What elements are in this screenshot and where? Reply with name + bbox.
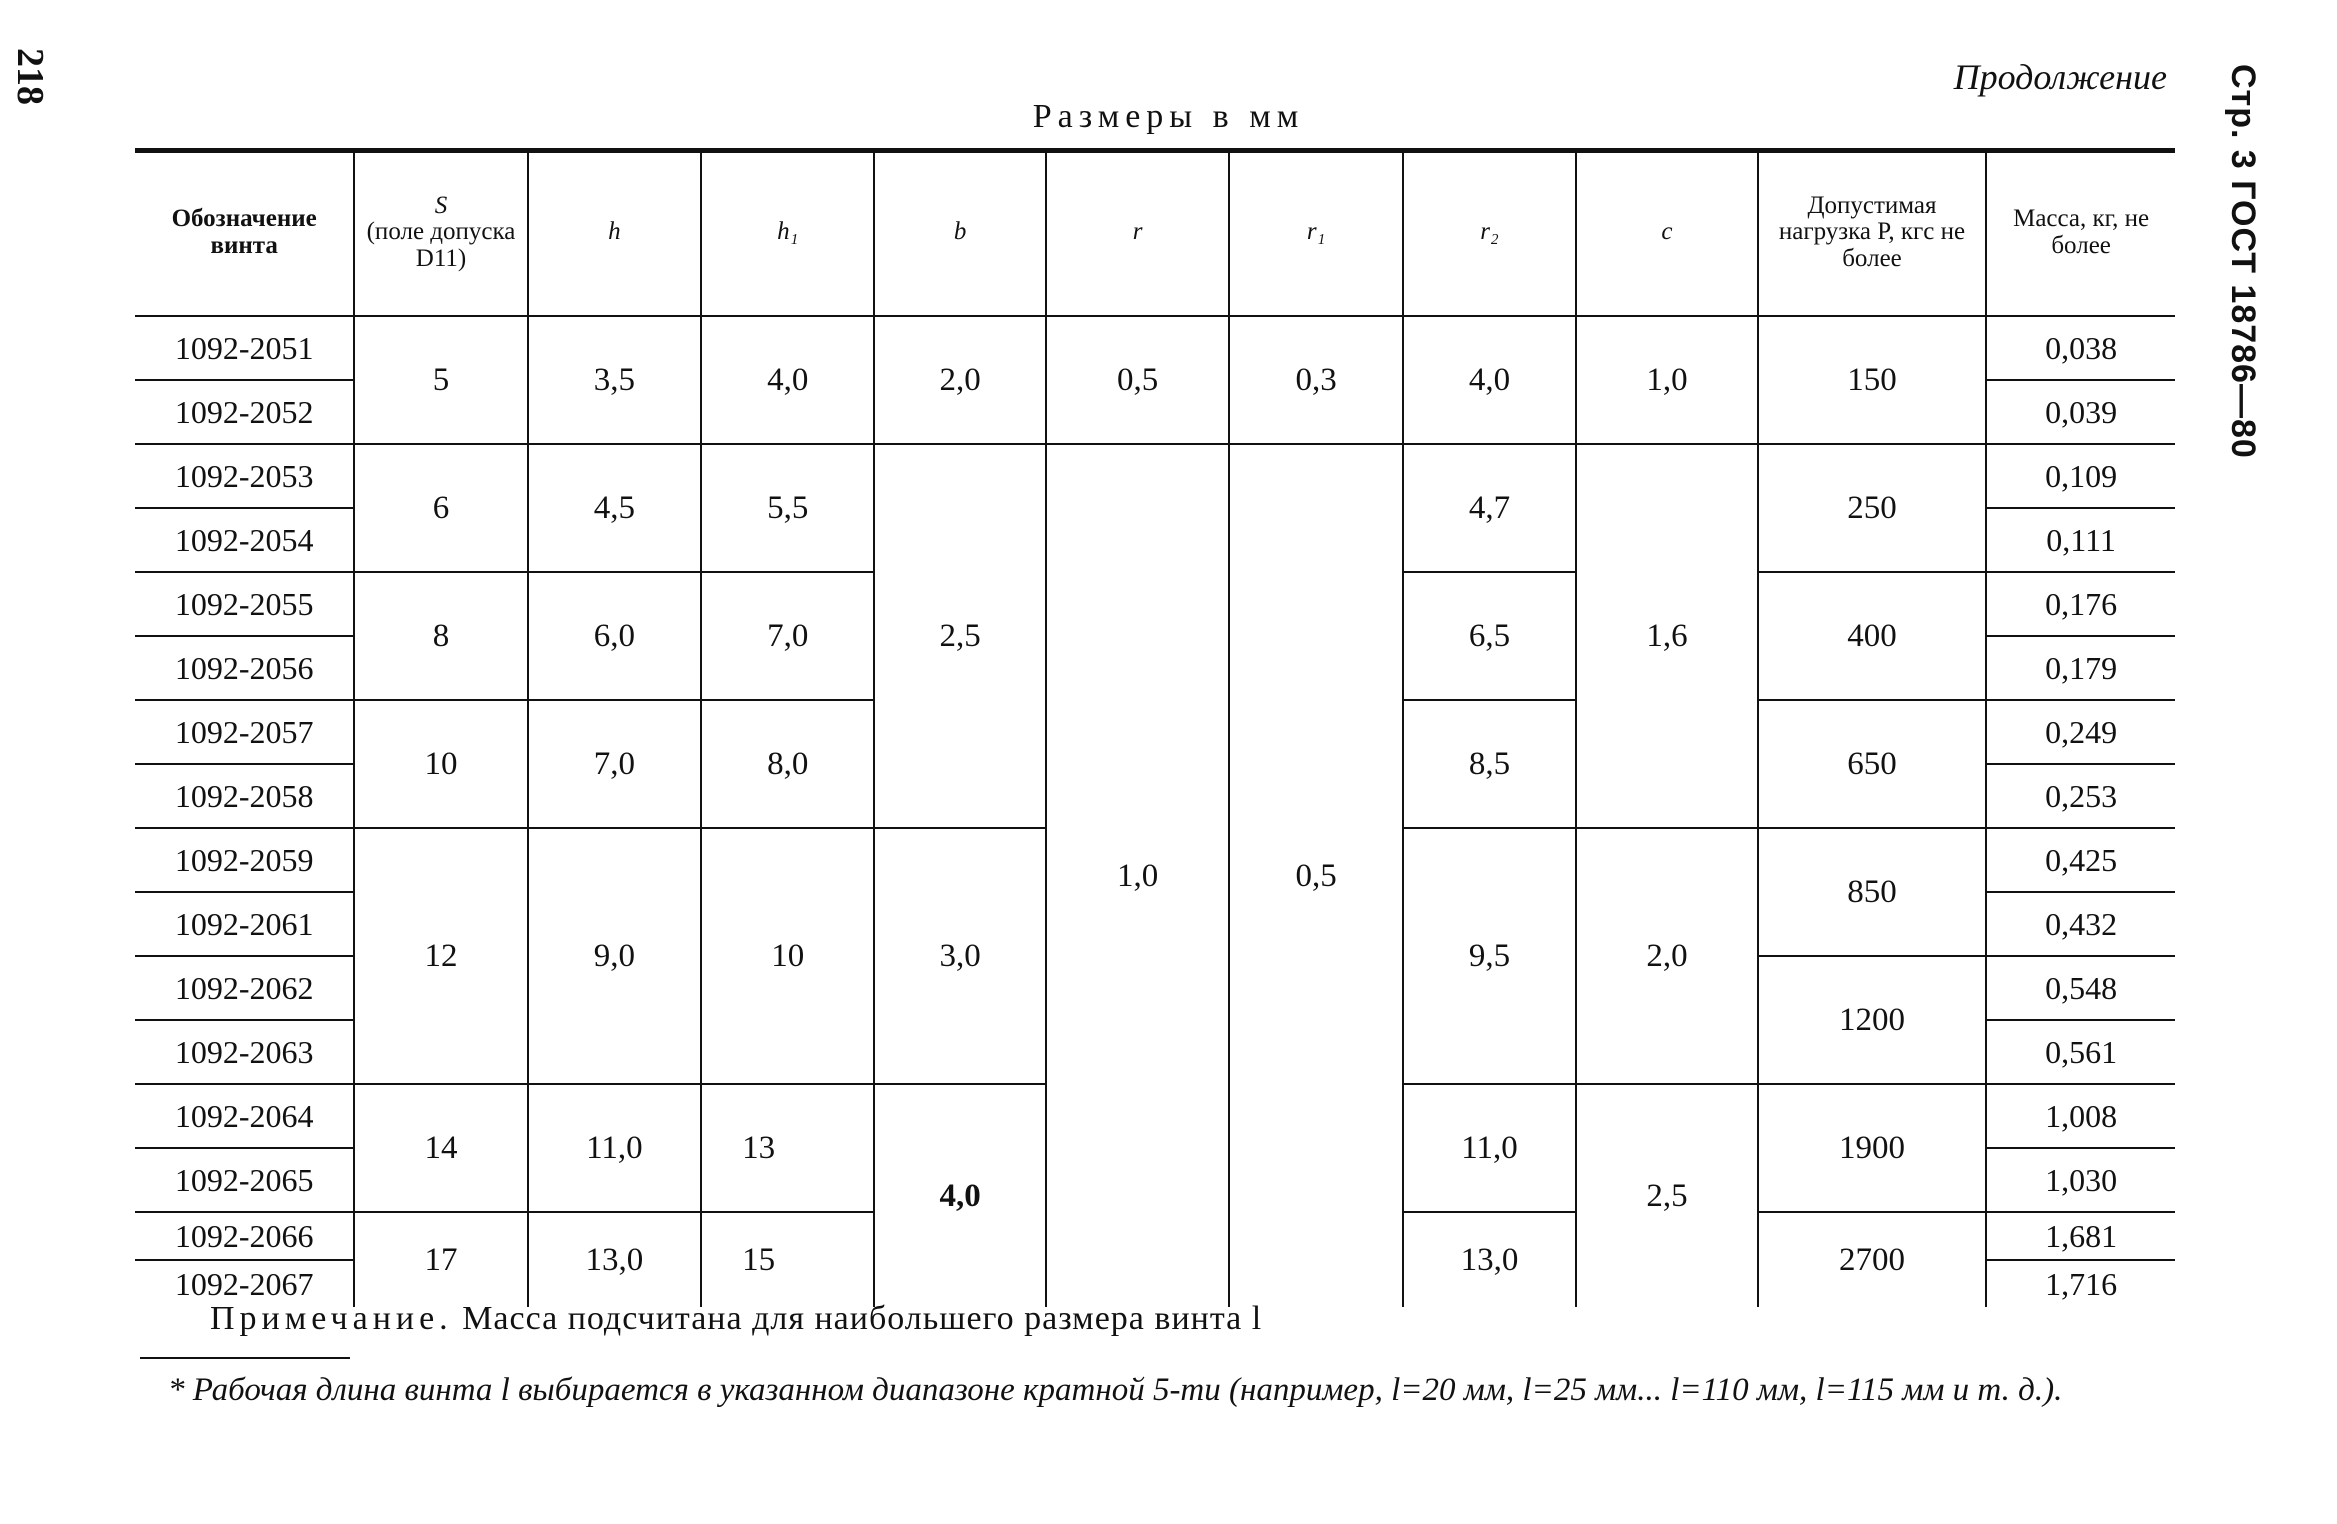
col-b: b [874, 150, 1045, 316]
designation-cell: 1092-2065 [135, 1148, 354, 1212]
c-cell: 2,0 [1576, 828, 1758, 1084]
continuation-label: Продолжение [1953, 57, 2167, 97]
note-text: Масса подсчитана для наибольшего размера винта l [462, 1300, 1263, 1337]
mass-cell: 1,681 [1986, 1212, 2175, 1260]
r1-cell: 0,3 [1229, 316, 1402, 444]
r-cell: 1,0 [1046, 444, 1230, 1307]
r1-cell: 0,5 [1229, 444, 1402, 1307]
col-designation: Обозначение винта [135, 150, 354, 316]
header-row [135, 150, 2175, 316]
mass-cell: 0,548 [1986, 956, 2175, 1020]
s-cell: 17 [354, 1212, 527, 1307]
mass-cell: 0,109 [1986, 444, 2175, 508]
h1-cell: 7,0 [701, 572, 874, 700]
standard-side-label: Стр. 3 ГОСТ 18786—80 [2224, 64, 2262, 459]
designation-cell: 1092-2054 [135, 508, 354, 572]
mass-cell: 0,425 [1986, 828, 2175, 892]
s-cell: 12 [354, 828, 527, 1084]
mass-cell: 0,249 [1986, 700, 2175, 764]
designation-cell: 1092-2066 [135, 1212, 354, 1260]
designation-cell: 1092-2064 [135, 1084, 354, 1148]
designation-cell: 1092-2055 [135, 572, 354, 636]
mass-cell: 1,008 [1986, 1084, 2175, 1148]
units-title: Размеры в мм [1032, 98, 1305, 135]
h1-cell: 13 [701, 1084, 874, 1212]
h-cell: 13,0 [528, 1212, 701, 1307]
note-label: Примечание. [210, 1300, 453, 1337]
col-s [354, 150, 527, 316]
r2-cell: 4,7 [1403, 444, 1576, 572]
h-cell: 7,0 [528, 700, 701, 828]
col-h1: h₁ [701, 150, 874, 316]
designation-cell: 1092-2058 [135, 764, 354, 828]
s-cell: 5 [354, 316, 527, 444]
designation-cell: 1092-2051 [135, 316, 354, 380]
mass-cell: 0,561 [1986, 1020, 2175, 1084]
col-h: h [528, 150, 701, 316]
designation-cell: 1092-2062 [135, 956, 354, 1020]
footnote-rule [140, 1357, 350, 1359]
dimensions-table [135, 150, 2175, 1307]
h1-cell: 8,0 [701, 700, 874, 828]
table-row [135, 444, 2175, 508]
col-c: c [1576, 150, 1758, 316]
load-cell: 850 [1758, 828, 1986, 956]
b-cell: 2,5 [874, 444, 1045, 828]
mass-cell: 0,176 [1986, 572, 2175, 636]
col-load: Допустимая нагрузка P, кгс не более [1758, 150, 1986, 316]
col-s-symbol: S [434, 192, 448, 220]
mass-cell: 0,111 [1986, 508, 2175, 572]
col-r2: r₂ [1403, 150, 1576, 316]
mass-cell: 0,253 [1986, 764, 2175, 828]
mass-cell: 0,038 [1986, 316, 2175, 380]
load-cell: 150 [1758, 316, 1986, 444]
col-r1: r₁ [1229, 150, 1402, 316]
h-cell: 4,5 [528, 444, 701, 572]
r2-cell: 4,0 [1403, 316, 1576, 444]
h1-cell: 10 [701, 828, 874, 1084]
designation-cell: 1092-2061 [135, 892, 354, 956]
mass-cell: 1,030 [1986, 1148, 2175, 1212]
load-cell: 2700 [1758, 1212, 1986, 1307]
s-cell: 10 [354, 700, 527, 828]
col-s-desc: (поле допуска D11) [366, 218, 516, 272]
designation-cell: 1092-2063 [135, 1020, 354, 1084]
mass-cell: 1,716 [1986, 1260, 2175, 1307]
c-cell: 2,5 [1576, 1084, 1758, 1307]
c-cell: 1,0 [1576, 316, 1758, 444]
col-r: r [1046, 150, 1230, 316]
h-cell: 11,0 [528, 1084, 701, 1212]
b-cell: 2,0 [874, 316, 1045, 444]
designation-cell: 1092-2053 [135, 444, 354, 508]
mass-cell: 0,179 [1986, 636, 2175, 700]
b-cell: 4,0 [874, 1084, 1045, 1307]
b-cell: 3,0 [874, 828, 1045, 1084]
footnote: * Рабочая длина винта l выбирается в указанном диапазоне кратной 5-ти (например, l=20 мм, l=25 мм... l=110 мм, l=115 мм и т. д.). [168, 1372, 2063, 1408]
s-cell: 8 [354, 572, 527, 700]
h1-cell: 4,0 [701, 316, 874, 444]
load-cell: 1200 [1758, 956, 1986, 1084]
h-cell: 3,5 [528, 316, 701, 444]
r2-cell: 9,5 [1403, 828, 1576, 1084]
designation-cell: 1092-2067 [174, 1265, 314, 1302]
r-cell: 0,5 [1046, 316, 1230, 444]
load-cell: 250 [1758, 444, 1986, 572]
s-cell: 14 [354, 1084, 527, 1212]
designation-cell: 1092-2057 [135, 700, 354, 764]
table-note [210, 1300, 1262, 1338]
load-cell: 650 [1758, 700, 1986, 828]
h1-cell: 15 [701, 1212, 874, 1307]
h1-cell: 5,5 [701, 444, 874, 572]
r2-cell: 11,0 [1403, 1084, 1576, 1212]
designation-cell: 1092-2059 [135, 828, 354, 892]
c-cell: 1,6 [1576, 444, 1758, 828]
h-cell: 6,0 [528, 572, 701, 700]
mass-cell: 0,039 [1986, 380, 2175, 444]
r2-cell: 13,0 [1403, 1212, 1576, 1307]
r2-cell: 6,5 [1403, 572, 1576, 700]
designation-cell: 1092-2052 [135, 380, 354, 444]
r2-cell: 8,5 [1403, 700, 1576, 828]
designation-cell: 1092-2056 [135, 636, 354, 700]
col-mass: Масса, кг, не более [1986, 150, 2175, 316]
load-cell: 1900 [1758, 1084, 1986, 1212]
mass-cell: 0,432 [1986, 892, 2175, 956]
h-cell: 9,0 [528, 828, 701, 1084]
s-cell: 6 [354, 444, 527, 572]
table-row [135, 316, 2175, 380]
page-number: 218 [9, 48, 51, 105]
load-cell: 400 [1758, 572, 1986, 700]
